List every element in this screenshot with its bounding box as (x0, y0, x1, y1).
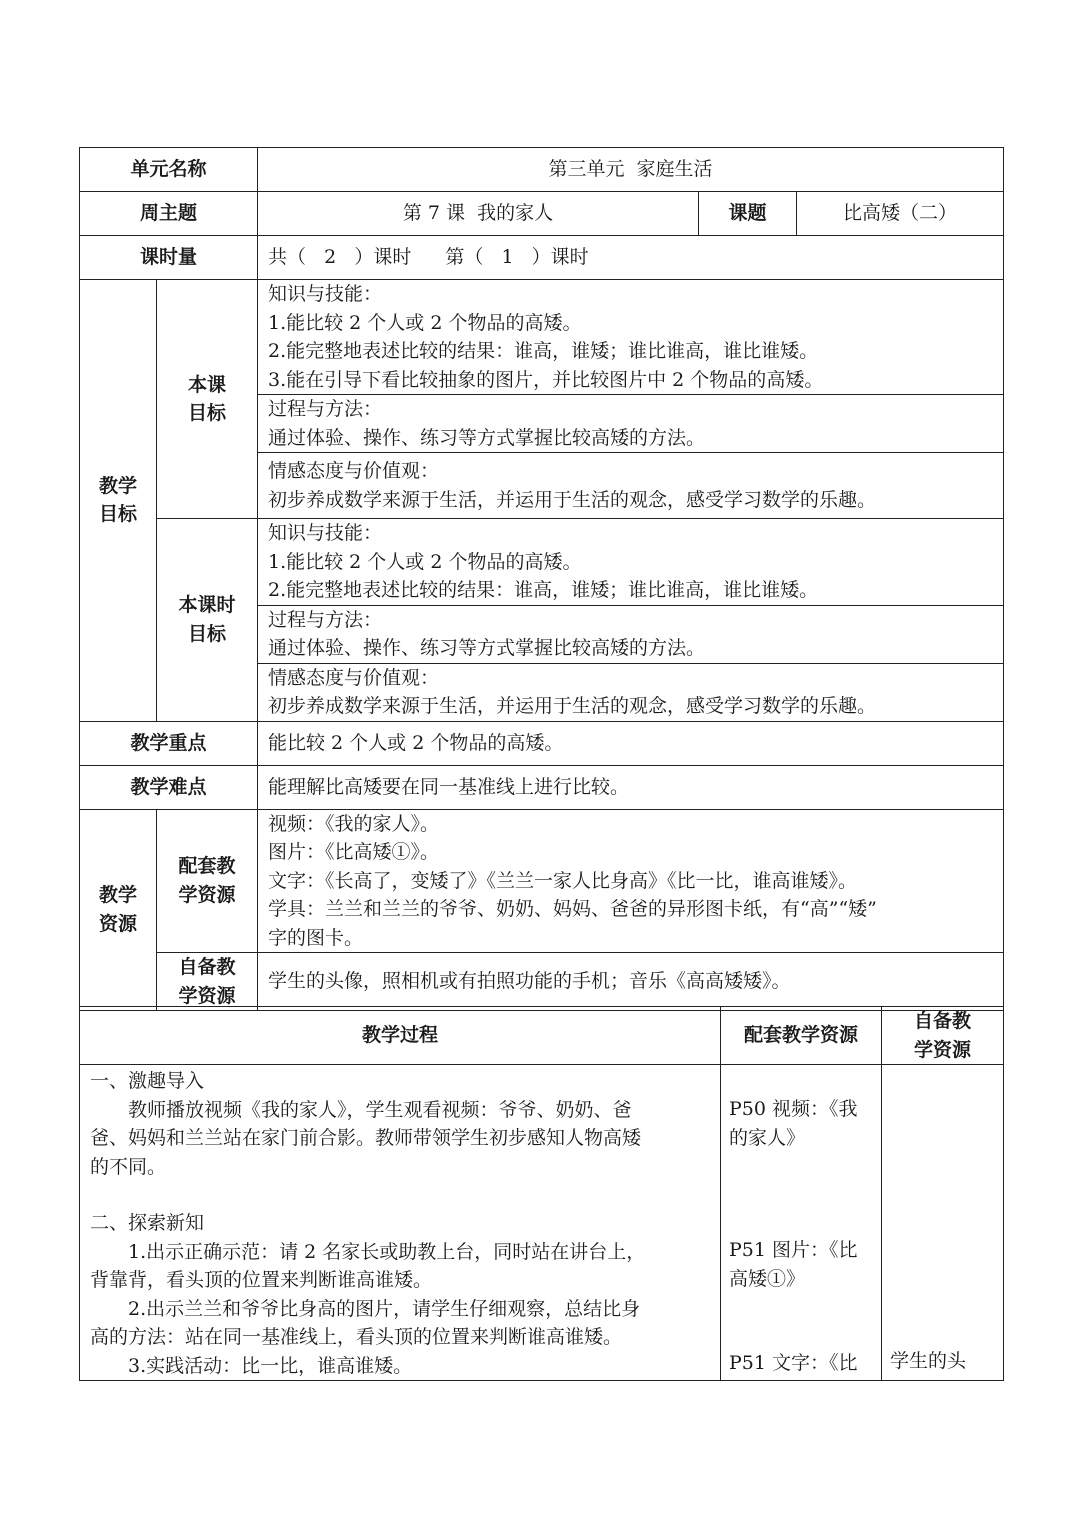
spacer (890, 1319, 997, 1347)
period-knowledge-title: 知识与技能： (268, 522, 383, 544)
section-explore-title: 二、探索新知 (90, 1212, 205, 1234)
spacer (890, 1179, 997, 1207)
period-emotion-text: 初步养成数学来源于生活，并运用于生活的观念，感受学习数学的乐趣。 (268, 695, 877, 717)
self-resources-row (80, 953, 1004, 1011)
explore-item-line: 3.实践活动：比一比，谁高谁矮。 (128, 1354, 413, 1377)
spacer (90, 1181, 712, 1209)
matching-resource-line: 视频：《我的家人》。 (268, 812, 440, 835)
process-body-row (80, 1065, 1004, 1381)
matching-resource-ref: P51 图片：《比 (729, 1239, 858, 1261)
teaching-goals-label (80, 280, 157, 722)
course-goals-label-line2: 目标 (188, 402, 227, 424)
course-emotion-cell (258, 453, 1004, 519)
spacer (729, 1152, 875, 1180)
process-header-row (80, 1007, 1004, 1065)
teaching-goals-label-line2: 目标 (98, 503, 137, 526)
matching-resource-ref: 高矮①》 (729, 1267, 806, 1290)
course-process-cell (258, 395, 1004, 453)
matching-resources-cell (258, 809, 1004, 953)
course-goals-label-line1: 本课 (188, 373, 227, 396)
matching-resource-line: 学具：兰兰和兰兰的爷爷、奶奶、妈妈、爸爸的异形图卡纸，有“高”“矮” (268, 898, 877, 920)
resources-label-line1: 教学 (98, 884, 137, 907)
key-point-row (80, 721, 1004, 765)
matching-resource-ref: P50 视频：《我 (729, 1098, 858, 1120)
teaching-process-table (79, 1006, 1004, 1381)
period-knowledge-item: 1.能比较 2 个人或 2 个物品的高矮。 (268, 550, 582, 573)
self-resources-value: 学生的头像，照相机或有拍照功能的手机；音乐《高高矮矮》。 (258, 953, 1004, 1011)
self-header (882, 1007, 1004, 1065)
hours-label: 课时量 (80, 236, 258, 280)
hours-current: 第（ 1 ）课时 (445, 246, 589, 269)
spacer (890, 1291, 997, 1319)
topic-label: 课题 (699, 192, 797, 236)
difficulty-value: 能理解比高矮要在同一基准线上进行比较。 (258, 765, 1004, 809)
matching-resources-label-line1: 配套教 (178, 855, 236, 878)
spacer (729, 1321, 875, 1349)
resources-label (80, 809, 157, 1011)
course-knowledge-item: 1.能比较 2 个人或 2 个物品的高矮。 (268, 311, 582, 334)
period-emotion-title: 情感态度与价值观： (268, 666, 440, 689)
week-theme-label: 周主题 (80, 192, 258, 236)
course-knowledge-item: 3.能在引导下看比较抽象的图片，并比较图片中 2 个物品的高矮。 (268, 368, 824, 391)
section-intro-line: 教师播放视频《我的家人》，学生观看视频：爷爷、奶奶、爸 (128, 1098, 632, 1121)
period-goals-label-line2: 目标 (188, 622, 227, 645)
course-knowledge-row (80, 280, 1004, 395)
explore-item-line: 2.出示兰兰和爷爷比身高的图片，请学生仔细观察，总结比身 (128, 1297, 641, 1320)
unit-name-row (80, 148, 1004, 192)
period-process-cell (258, 605, 1004, 663)
matching-resources-label-line2: 学资源 (178, 883, 236, 906)
self-resources-label (157, 953, 258, 1011)
self-resources-column (882, 1065, 1004, 1381)
period-goals-label (157, 519, 258, 722)
self-resources-label-line1: 自备教 (178, 956, 236, 978)
matching-resources-label (157, 809, 258, 953)
spacer (729, 1293, 875, 1321)
spacer (890, 1151, 997, 1179)
hours-row (80, 236, 1004, 280)
explore-item-line: 1.出示正确示范：请 2 名家长或助教上台，同时站在讲台上， (128, 1240, 646, 1263)
matching-resource-line: 图片：《比高矮①》。 (268, 841, 440, 863)
spacer (890, 1067, 997, 1095)
period-knowledge-row (80, 519, 1004, 606)
teaching-goals-label-line1: 教学 (98, 474, 137, 497)
spacer (890, 1095, 997, 1123)
spacer (729, 1208, 875, 1236)
key-point-value: 能比较 2 个人或 2 个物品的高矮。 (258, 721, 1004, 765)
hours-value (258, 236, 1004, 280)
week-theme-row (80, 192, 1004, 236)
hours-total: 共（ 2 ）课时 (268, 246, 412, 269)
course-goals-label (157, 280, 258, 519)
resources-label-line2: 资源 (98, 912, 137, 935)
course-emotion-title: 情感态度与价值观： (268, 460, 440, 482)
course-emotion-text: 初步养成数学来源于生活，并运用于生活的观念，感受学习数学的乐趣。 (268, 488, 877, 511)
spacer (890, 1235, 997, 1263)
self-resource-ref: 学生的头 (890, 1350, 967, 1372)
matching-resources-row (80, 809, 1004, 953)
period-process-text: 通过体验、操作、练习等方式掌握比较高矮的方法。 (268, 637, 706, 659)
course-knowledge-title: 知识与技能： (268, 283, 383, 305)
section-intro-line: 爸、妈妈和兰兰站在家门前合影。教师带领学生初步感知人物高矮 (90, 1127, 642, 1149)
matching-header: 配套教学资源 (721, 1007, 882, 1065)
unit-name-label: 单元名称 (80, 148, 258, 192)
self-header-line2: 学资源 (913, 1038, 971, 1061)
period-knowledge-item: 2.能完整地表述比较的结果：谁高，谁矮；谁比谁高，谁比谁矮。 (268, 579, 819, 601)
spacer (890, 1207, 997, 1235)
explore-item-line: 高的方法：站在同一基准线上，看头顶的位置来判断谁高谁矮。 (90, 1326, 623, 1348)
period-emotion-cell (258, 663, 1004, 721)
period-knowledge-cell (258, 519, 1004, 606)
unit-name-value: 第三单元 家庭生活 (258, 148, 1004, 192)
section-intro-title: 一、激趣导入 (90, 1070, 205, 1092)
spacer (890, 1123, 997, 1151)
course-knowledge-cell (258, 280, 1004, 395)
self-resources-label-line2: 学资源 (178, 984, 236, 1007)
matching-resource-ref: P51 文字：《比 (729, 1352, 858, 1374)
period-process-title: 过程与方法： (268, 608, 383, 631)
matching-resources-column (721, 1065, 882, 1381)
section-intro-line: 的不同。 (90, 1155, 167, 1178)
spacer (729, 1180, 875, 1208)
week-theme-value: 第 7 课 我的家人 (258, 192, 699, 236)
matching-resource-line: 字的图卡。 (268, 926, 364, 949)
difficulty-row (80, 765, 1004, 809)
key-point-label: 教学重点 (80, 721, 258, 765)
difficulty-label: 教学难点 (80, 765, 258, 809)
course-process-title: 过程与方法： (268, 398, 383, 420)
matching-resource-ref: 的家人》 (729, 1126, 806, 1149)
explore-item-line: 背靠背，看头顶的位置来判断谁高谁矮。 (90, 1269, 433, 1291)
spacer (729, 1067, 875, 1095)
self-header-line1: 自备教 (913, 1010, 971, 1032)
period-goals-label-line1: 本课时 (178, 594, 236, 617)
process-content (80, 1065, 721, 1381)
course-process-text: 通过体验、操作、练习等方式掌握比较高矮的方法。 (268, 426, 706, 449)
process-header: 教学过程 (80, 1007, 721, 1065)
course-knowledge-item: 2.能完整地表述比较的结果：谁高，谁矮；谁比谁高，谁比谁矮。 (268, 340, 819, 362)
matching-resource-line: 文字：《长高了，变矮了》《兰兰一家人比身高》《比一比，谁高谁矮》。 (268, 869, 858, 892)
spacer (890, 1263, 997, 1291)
topic-value: 比高矮（二） (797, 192, 1004, 236)
lesson-info-table (79, 147, 1004, 1011)
